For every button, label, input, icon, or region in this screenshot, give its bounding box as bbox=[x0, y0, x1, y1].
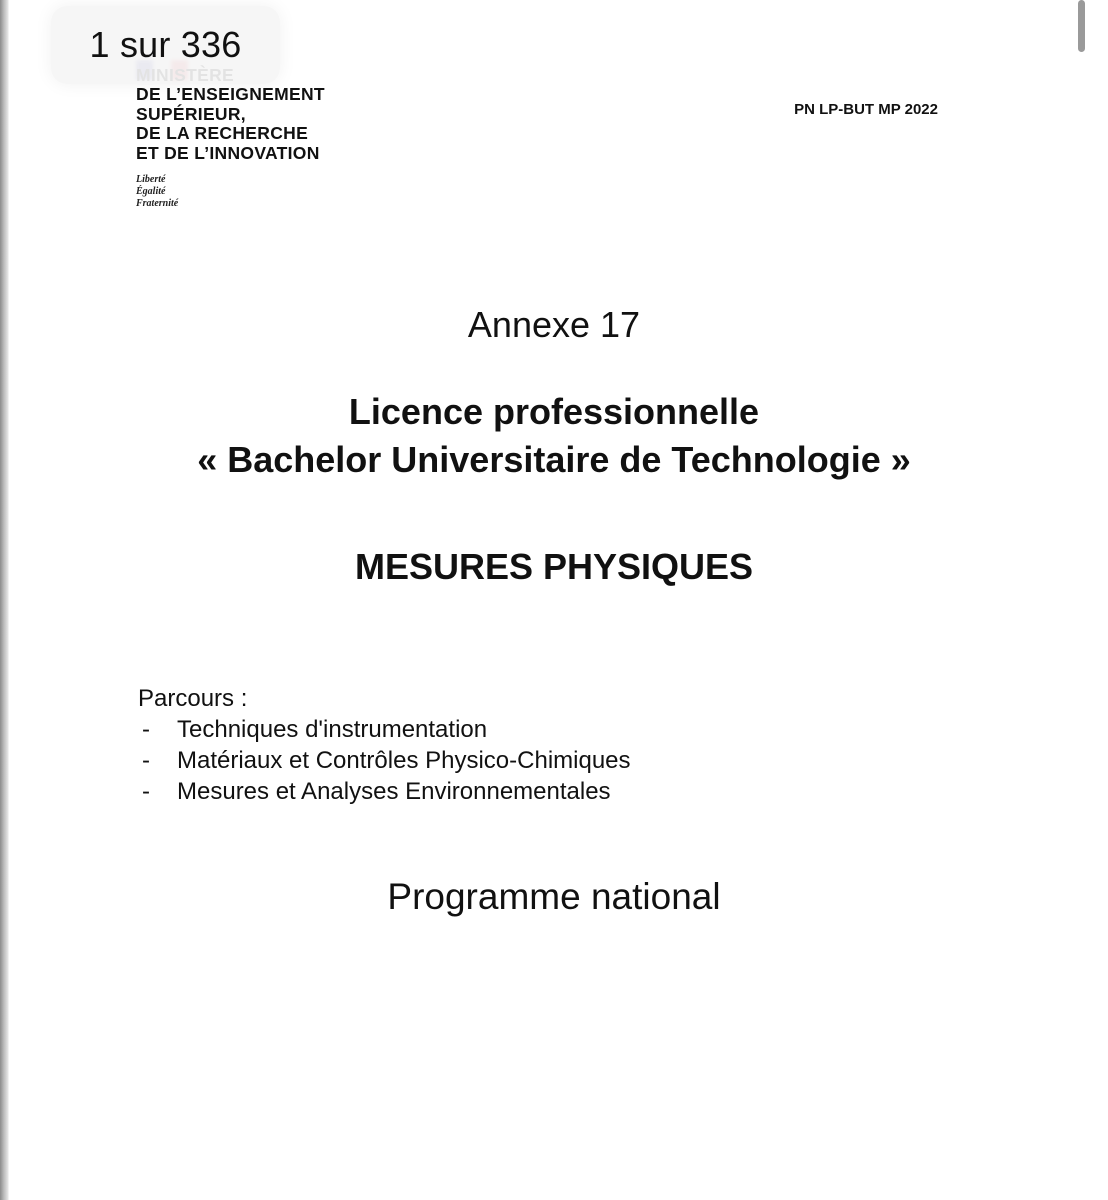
ministry-line-2: SUPÉRIEUR, bbox=[136, 103, 246, 124]
list-bullet: - bbox=[142, 716, 150, 743]
list-item bbox=[138, 776, 631, 807]
ministry-line-3: DE LA RECHERCHE bbox=[136, 123, 309, 143]
parcours-list bbox=[138, 714, 631, 807]
annexe-heading: Annexe 17 bbox=[467, 304, 641, 345]
motto-liberte: Liberté bbox=[136, 174, 166, 185]
parcours-section bbox=[138, 683, 631, 807]
ministry-line-4: ET DE L’INNOVATION bbox=[136, 142, 320, 163]
ministry-line-1: DE L’ENSEIGNEMENT bbox=[136, 84, 325, 104]
title-line-2: « Bachelor Universitaire de Technologie » bbox=[197, 439, 911, 480]
list-bullet: - bbox=[142, 747, 150, 774]
republic-motto bbox=[136, 174, 178, 210]
motto-egalite: Égalité bbox=[136, 186, 166, 197]
viewer-left-edge bbox=[0, 0, 9, 1200]
scroll-indicator[interactable] bbox=[1078, 0, 1085, 52]
title-line-1: Licence professionnelle bbox=[348, 391, 760, 432]
list-bullet: - bbox=[142, 778, 150, 805]
parcours-item-text: Techniques d'instrumentation bbox=[177, 716, 488, 743]
programme-heading: Programme national bbox=[387, 876, 721, 917]
page-counter-text: 1 sur 336 bbox=[89, 24, 242, 65]
list-item bbox=[138, 714, 631, 745]
list-item bbox=[138, 745, 631, 776]
page-counter-badge bbox=[51, 6, 280, 84]
parcours-item-text: Matériaux et Contrôles Physico-Chimiques bbox=[177, 747, 631, 774]
ministry-name bbox=[136, 76, 325, 163]
parcours-label: Parcours : bbox=[138, 685, 248, 712]
subject-title: MESURES PHYSIQUES bbox=[354, 546, 754, 587]
motto-fraternite: Fraternité bbox=[136, 198, 179, 209]
document-reference: PN LP-BUT MP 2022 bbox=[794, 101, 938, 118]
parcours-item-text: Mesures et Analyses Environnementales bbox=[177, 778, 611, 805]
